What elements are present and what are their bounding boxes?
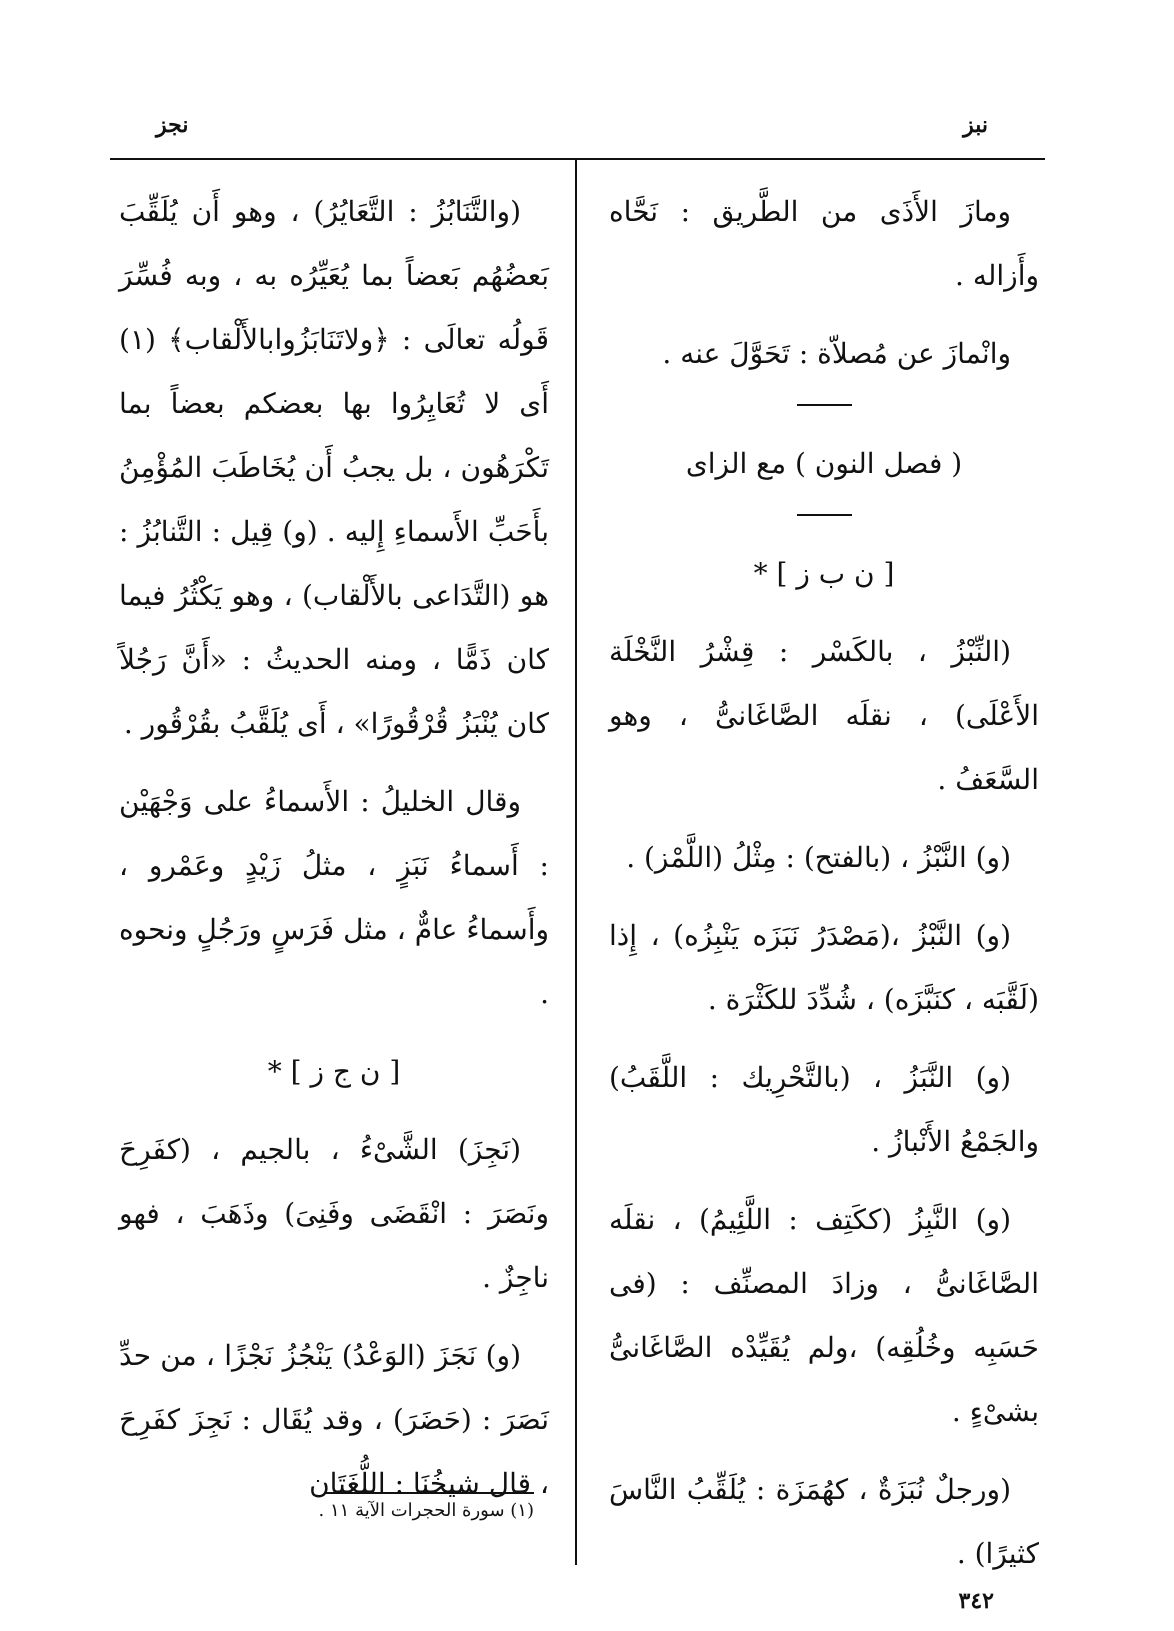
footnote: (١) سورة الحجرات الآية ١١ . xyxy=(318,1500,534,1521)
page-number: ٣٤٢ xyxy=(958,1588,994,1614)
paragraph: (و) النَّبِزُ (ككَتِف : اللَّئِيمُ) ، نقلَه الصَّاغَانىُّ ، وزادَ المصنِّف : (فى حَسَبِه وخُلُقِه) ،ولم يُقَيِّدْه الصَّاغَانىُّ بشىْءٍ . xyxy=(609,1203,1039,1428)
paragraph: (و) نَجَزَ (الوَعْدُ) يَنْجُزُ نَجْزًا ، من حدِّ نَصَرَ : (حَضَرَ) ، وقد يُقَال : نَجِزَ كفَرِحَ ، قال شيخُنَا : اللُّغَتَان xyxy=(119,1339,549,1500)
header-rule xyxy=(110,158,1045,160)
entry-title: [ ن ج ز ] * xyxy=(267,1055,401,1088)
running-head-right: نبز xyxy=(963,112,988,138)
paragraph: وانْمازَ عن مُصلاّة : تَحَوَّلَ عنه . xyxy=(662,337,1011,370)
paragraph: وقال الخليلُ : الأَسماءُ على وَجْهَيْن : أَسماءُ نَبَزٍ ، مثلُ زَيْدٍ وعَمْرو ، وأَسماءُ عامٌّ ، مثل فَرَسٍ ورَجُلٍ ونحوه . xyxy=(119,785,549,1010)
entry-title: [ ن ب ز ] * xyxy=(753,557,895,590)
column-divider xyxy=(575,160,577,1565)
left-column xyxy=(119,180,549,1530)
section-divider xyxy=(797,404,852,406)
paragraph: (و) النَّبْزُ ، (بالفتح) : مِثْلُ (اللَّمْز) . xyxy=(626,841,1011,874)
footnote-rule xyxy=(324,1492,534,1494)
paragraph: (نَجِزَ) الشَّىْءُ ، بالجيم ، (كفَرِحَ ونَصَرَ : انْقَضَى وفَنِىَ) وذَهَبَ ، فهو ناجِزٌ . xyxy=(119,1133,549,1294)
paragraph: (والتَّنَابُزُ : التَّعَايُرُ) ، وهو أَن يُلَقِّبَ بَعضُهُم بَعضاً بما يُعَيِّرُه به ، وبه فُسِّرَ قَولُه تعالَى : ﴿ولاتَنَابَزُوابالأَلْقاب﴾ (١) أَى لا تُعَايِرُوا بها بعضكم بعضاً بما تَكْرَهُون ، بل يجبُ أَن يُخَاطَبَ المُؤْمِنُ بأَحَبِّ الأَسماءِ إِليه . (و) قِيل : التَّنابُزُ : هو (التَّدَاعى بالأَلْقاب) ، وهو يَكْثُرُ فيما كان ذَمًّا ، ومنه الحديثُ : «أَنَّ رَجُلاً كان يُنْبَزُ قُرْقُورًا» ، أَى يُلَقَّبُ بقُرْقُور . xyxy=(119,195,549,740)
paragraph: (و) النَّبَزُ ، (بالتَّحْرِيك : اللَّقَبُ) والجَمْعُ الأَنْبازُ . xyxy=(609,1061,1039,1158)
section-divider xyxy=(797,514,852,516)
running-head-left: نجز xyxy=(156,112,189,138)
section-title: ( فصل النون ) مع الزاى xyxy=(685,447,963,480)
paragraph: (النِّبْزُ ، بالكَسْر : قِشْرُ النَّخْلَة الأَعْلَى) ، نقلَه الصَّاغَانىُّ ، وهو السَّعَفُ . xyxy=(609,635,1039,796)
paragraph: (ورجلٌ نُبَزَةٌ ، كهُمَزَة : يُلَقِّبُ النَّاسَ كثيرًا) . xyxy=(609,1473,1039,1570)
paragraph: (و) النَّبْزُ ،(مَصْدَرُ نَبَزَه يَنْبِزُه) ، إِذا (لَقَّبَه ، كنَبَّزَه) ، شُدِّدَ للكَثْرَة . xyxy=(609,919,1039,1016)
right-column xyxy=(609,180,1039,1600)
paragraph: ومازَ الأَذَى من الطَّريق : نَحَّاه وأَزاله . xyxy=(609,195,1039,292)
